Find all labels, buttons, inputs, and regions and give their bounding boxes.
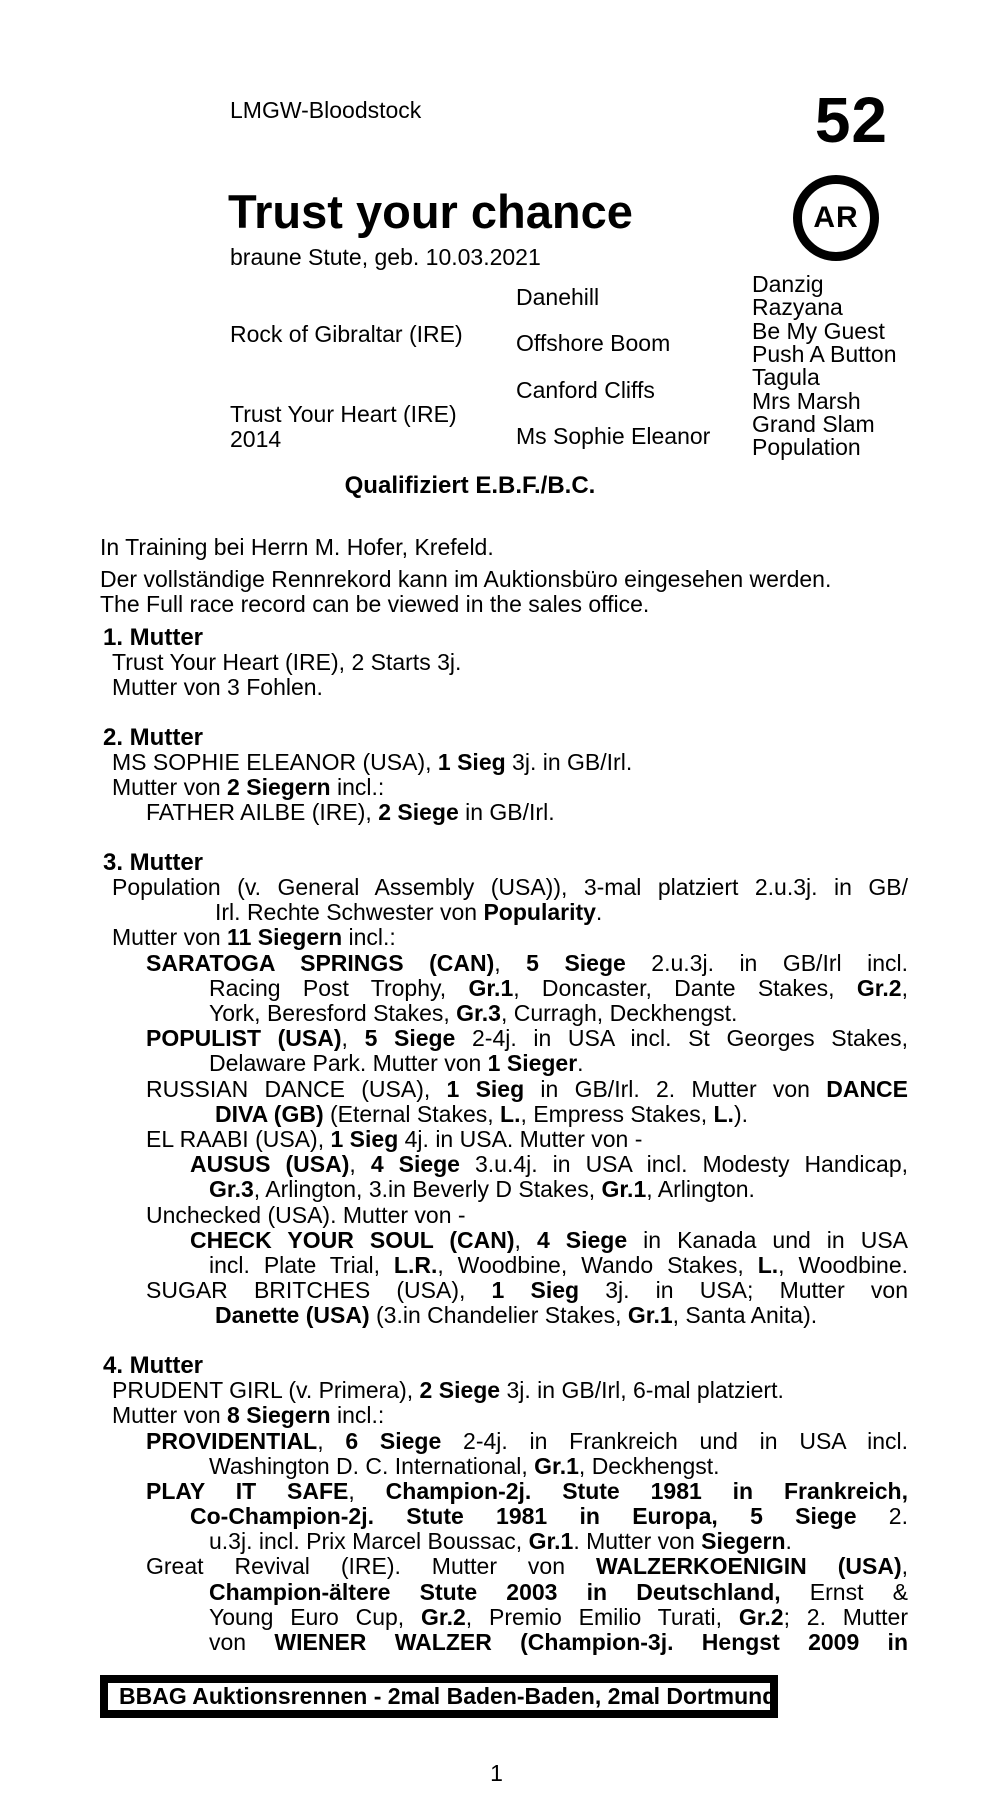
bold-text: 1 Sieg — [437, 749, 506, 775]
auction-race-box — [100, 1675, 778, 1718]
pedigree-gen3-name: Razyana — [752, 294, 843, 321]
bold-text: AUSUS (USA) — [190, 1152, 350, 1178]
text: incl.: — [342, 925, 396, 951]
body-line — [97, 1228, 908, 1253]
bold-text: WALZERKOENIGIN (USA) — [595, 1554, 902, 1580]
body-line — [97, 976, 908, 1001]
text: in GB/Irl. — [458, 800, 555, 826]
text: . — [785, 1529, 792, 1555]
text: Population (v. General Assembly (USA)), 3-mal platziert 2.u.3j. in GB/ — [112, 875, 908, 901]
bold-text: Popularity — [483, 900, 596, 926]
text: , Doncaster, Dante Stakes, — [513, 975, 857, 1001]
text: 3j. in GB/Irl, 6-mal platziert. — [500, 1378, 784, 1404]
text: FATHER AILBE (IRE), — [146, 800, 379, 826]
body-line — [97, 1177, 908, 1202]
body-line — [97, 535, 908, 560]
text: , — [514, 1227, 537, 1253]
text: Ernst & — [780, 1579, 908, 1605]
text: von — [209, 1630, 275, 1655]
text: , Deckhengst. — [578, 1453, 720, 1479]
text: PRUDENT GIRL (v. Primera), — [112, 1378, 420, 1404]
bold-text: Gr.1 — [468, 975, 514, 1001]
text: Delaware Park. Mutter von — [209, 1051, 488, 1077]
text: , — [349, 1152, 371, 1178]
bold-text: Gr.2 — [856, 975, 902, 1001]
text: , Arlington, 3.in Beverly D Stakes, — [253, 1177, 602, 1203]
bold-text: Champion-2j. Stute 1981 in Frankreich, — [385, 1478, 908, 1504]
section-heading — [97, 1353, 908, 1378]
body-line — [97, 1529, 908, 1554]
body-line — [97, 1580, 908, 1605]
bold-text: DANCE — [826, 1076, 908, 1102]
text: . — [595, 900, 603, 926]
text: . Mutter von — [573, 1529, 702, 1555]
text: , Woodbine. — [778, 1252, 908, 1278]
brand-name: LMGW-Bloodstock — [230, 97, 422, 123]
text: , — [341, 1026, 365, 1052]
bold-text: L.R. — [393, 1252, 438, 1278]
pedigree-gen3-name: Population — [752, 434, 861, 461]
body-line — [97, 1253, 908, 1278]
text: , — [348, 1478, 386, 1504]
text: , — [317, 1428, 346, 1454]
pedigree-gen3-name: Push A Button — [752, 341, 897, 368]
section-heading — [97, 725, 908, 750]
bold-text: PLAY IT SAFE — [146, 1478, 349, 1504]
bold-text: DIVA (GB) — [215, 1101, 324, 1127]
pedigree-generation3 — [752, 273, 897, 460]
body-line — [97, 592, 908, 617]
text: In Training bei Herrn M. Hofer, Krefeld. — [100, 535, 494, 560]
bold-text: 2. Mutter — [103, 724, 204, 750]
text: , Santa Anita). — [672, 1303, 818, 1329]
bold-text: 6 Siege — [345, 1428, 442, 1454]
body-line — [97, 1152, 908, 1177]
body-line — [97, 800, 908, 825]
bold-text: Danette (USA) — [215, 1303, 370, 1329]
text: Irl. Rechte Schwester von — [215, 900, 484, 926]
text: , Premio Emilio Turati, — [465, 1604, 739, 1630]
text: Racing Post Trophy, — [209, 975, 469, 1001]
text: 3j. in USA; Mutter von — [579, 1278, 908, 1304]
bold-text: 11 Siegern — [227, 925, 343, 951]
body-line — [97, 1051, 908, 1076]
pedigree-gen2-name: Danehill — [516, 284, 600, 310]
body-line — [97, 1504, 908, 1529]
bold-text: 1 Sieger — [487, 1051, 578, 1077]
text: Mutter von — [112, 775, 228, 800]
pedigree-text-body — [97, 535, 908, 1655]
body-line — [97, 1479, 908, 1504]
qualification-line: Qualifiziert E.B.F./B.C. — [344, 472, 596, 499]
bold-text: WIENER WALZER (Champion-3j. Hengst 2009 in — [274, 1630, 908, 1655]
bold-text: Gr.3 — [209, 1177, 254, 1203]
text: 2.u.3j. in GB/Irl incl. — [625, 950, 908, 976]
bold-text: Gr.1 — [528, 1529, 574, 1555]
bold-text: Gr.2 — [421, 1604, 466, 1630]
bold-text: Champion-ältere Stute 2003 in Deutschland, — [209, 1579, 781, 1605]
body-line — [97, 1077, 908, 1102]
bold-text: 2 Siegern — [227, 775, 331, 800]
text: Der vollständige Rennrekord kann im Auktionsbüro eingesehen werden. — [100, 567, 832, 593]
body-line — [97, 675, 908, 700]
text: 4j. in USA. Mutter von - — [398, 1126, 643, 1152]
pedigree-gen2-name: Canford Cliffs — [516, 377, 655, 403]
bold-text: 4 Siege — [536, 1227, 628, 1253]
text: Trust Your Heart (IRE), 2 Starts 3j. — [112, 649, 462, 675]
bold-text: 1 Sieg — [446, 1076, 525, 1102]
bold-text: L. — [713, 1101, 734, 1127]
bold-text: POPULIST (USA) — [146, 1026, 342, 1052]
text: u.3j. incl. Prix Marcel Boussac, — [209, 1529, 529, 1555]
text: . — [577, 1051, 584, 1077]
text: Unchecked (USA). Mutter von - — [146, 1202, 466, 1228]
auction-race-box-label: BBAG Auktionsrennen - 2mal Baden-Baden, 2mal Dortmund — [119, 1683, 777, 1709]
body-line — [97, 925, 908, 950]
pedigree-dam-name: Trust Your Heart (IRE) — [230, 401, 457, 427]
bold-text: 2 Siege — [378, 800, 459, 826]
text: ; 2. Mutter — [783, 1604, 908, 1630]
ar-badge — [793, 175, 879, 261]
text: incl.: — [330, 775, 385, 800]
bold-text: Co-Champion-2j. Stute 1981 in Europa, 5 Siege — [190, 1504, 857, 1530]
text: 3.u.4j. in USA incl. Modesty Handicap, — [459, 1152, 908, 1178]
text: The Full race record can be viewed in the sales office. — [100, 592, 650, 618]
text: Great Revival (IRE). Mutter von — [146, 1554, 596, 1580]
body-line — [97, 900, 908, 925]
body-line — [97, 951, 908, 976]
pedigree-gen2-name: Ms Sophie Eleanor — [516, 423, 711, 449]
bold-text: Gr.2 — [738, 1604, 784, 1630]
body-line — [97, 1378, 908, 1403]
bold-text: 3. Mutter — [103, 849, 204, 876]
bold-text: L. — [500, 1101, 521, 1127]
pedigree-gen3-name: Be My Guest — [752, 317, 885, 344]
body-line — [97, 1278, 908, 1303]
pedigree-sire: Rock of Gibraltar (IRE) — [230, 321, 463, 347]
text: RUSSIAN DANCE (USA), — [146, 1076, 447, 1102]
page-number: 1 — [490, 1760, 503, 1786]
body-line — [97, 1303, 908, 1328]
text: , — [494, 950, 527, 976]
horse-name: Trust your chance — [228, 185, 633, 238]
body-line — [97, 1605, 908, 1630]
body-line — [97, 775, 908, 800]
bold-text: Gr.3 — [456, 1001, 501, 1026]
pedigree-dam — [230, 402, 457, 452]
pedigree-dam-year: 2014 — [230, 426, 282, 453]
text: Mutter von — [112, 1403, 228, 1429]
body-line — [97, 1026, 908, 1051]
body-line — [97, 1001, 908, 1026]
bold-text: SARATOGA SPRINGS (CAN) — [146, 950, 495, 976]
bold-text: 4 Siege — [370, 1152, 460, 1178]
section-heading — [97, 625, 908, 650]
pedigree-gen3-name: Grand Slam — [752, 411, 875, 438]
bold-text: 2 Siege — [419, 1378, 501, 1404]
text: 2. — [856, 1504, 908, 1530]
text: EL RAABI (USA), — [146, 1126, 331, 1152]
bold-text: Gr.1 — [627, 1303, 673, 1329]
text: SUGAR BRITCHES (USA), — [146, 1278, 492, 1304]
section-heading — [97, 850, 908, 875]
body-line — [97, 1102, 908, 1127]
bold-text: PROVIDENTIAL — [146, 1428, 318, 1454]
bold-text: Gr.1 — [534, 1453, 579, 1479]
bold-text: 1. Mutter — [103, 624, 204, 650]
text: Washington D. C. International, — [209, 1453, 535, 1479]
bold-text: 5 Siege — [526, 950, 626, 976]
body-line — [97, 1454, 908, 1479]
text: , — [901, 975, 908, 1001]
text: ). — [733, 1101, 749, 1127]
body-line — [97, 875, 908, 900]
horse-description: braune Stute, geb. 10.03.2021 — [230, 244, 541, 270]
body-line — [97, 1429, 908, 1454]
body-line — [97, 750, 908, 775]
text: MS SOPHIE ELEANOR (USA), — [112, 749, 438, 775]
text: , — [901, 1554, 908, 1580]
text: Mutter von — [112, 925, 228, 951]
bold-text: CHECK YOUR SOUL (CAN) — [190, 1227, 515, 1253]
body-line — [97, 1554, 908, 1579]
pedigree-gen3-name: Tagula — [752, 364, 820, 391]
text: , Empress Stakes, — [520, 1101, 714, 1127]
bold-text: 1 Sieg — [330, 1126, 399, 1152]
bold-text: 4. Mutter — [103, 1352, 204, 1379]
body-line — [97, 1203, 908, 1228]
pedigree-gen3-name: Mrs Marsh — [752, 387, 861, 414]
text: Young Euro Cup, — [209, 1604, 422, 1630]
bold-text: L. — [757, 1252, 779, 1278]
ar-badge-label: AR — [813, 201, 859, 234]
text: , Woodbine, Wando Stakes, — [437, 1252, 758, 1278]
pedigree-gen2-name: Offshore Boom — [516, 330, 671, 356]
body-line — [97, 1403, 908, 1428]
body-line — [97, 567, 908, 592]
bold-text: 5 Siege — [364, 1026, 456, 1052]
lot-number: 52 — [814, 84, 888, 156]
text: , Curragh, Deckhengst. — [500, 1001, 738, 1026]
text: incl.: — [330, 1403, 385, 1429]
bold-text: Siegern — [701, 1529, 786, 1555]
text: 2-4j. in Frankreich und in USA incl. — [441, 1428, 908, 1454]
bold-text: Gr.1 — [601, 1177, 647, 1203]
body-line — [97, 1127, 908, 1152]
text: 2-4j. in USA incl. St Georges Stakes, — [455, 1026, 908, 1052]
text: (Eternal Stakes, — [323, 1101, 501, 1127]
bold-text: 1 Sieg — [491, 1278, 580, 1304]
text: York, Beresford Stakes, — [209, 1001, 457, 1026]
text: incl. Plate Trial, — [209, 1252, 394, 1278]
body-line — [97, 650, 908, 675]
text: in Kanada und in USA — [627, 1227, 908, 1253]
text: Mutter von 3 Fohlen. — [112, 674, 323, 700]
pedigree-gen3-name: Danzig — [752, 271, 824, 297]
text: in GB/Irl. 2. Mutter von — [524, 1076, 827, 1102]
text: 3j. in GB/Irl. — [505, 749, 633, 775]
text: , Arlington. — [646, 1177, 755, 1203]
text: (3.in Chandelier Stakes, — [369, 1303, 628, 1329]
body-line — [97, 1630, 908, 1655]
bold-text: 8 Siegern — [227, 1403, 331, 1429]
